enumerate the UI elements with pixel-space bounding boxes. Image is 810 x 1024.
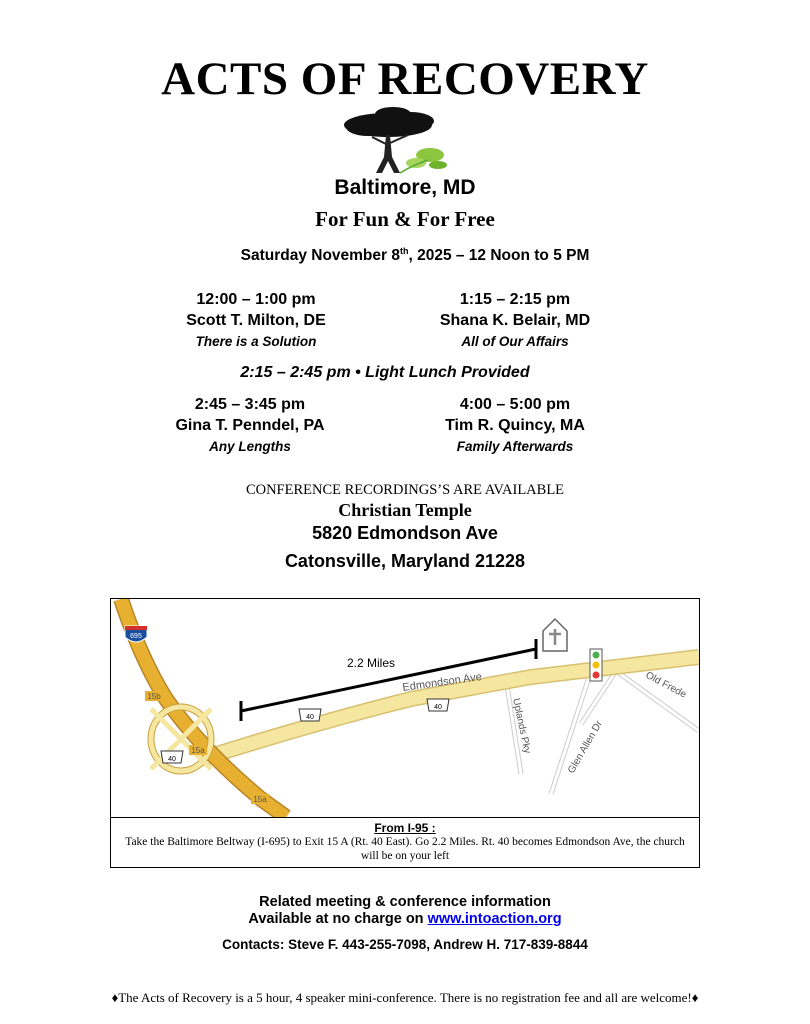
route-40-shield-2: [427, 699, 449, 711]
exit-15b-tag: [145, 691, 163, 701]
session-speaker: Tim R. Quincy, MA: [445, 417, 585, 434]
date-prefix: Saturday November 8: [240, 247, 400, 265]
session-2: [365, 291, 665, 349]
related-prefix: Available at no charge on: [248, 911, 428, 927]
session-topic: There is a Solution: [195, 334, 317, 349]
shield-695-label: 695: [130, 633, 142, 640]
tree-logo-icon: [338, 105, 453, 180]
exit-15a-tag-2: [251, 794, 269, 804]
exit-15b-label: 15b: [147, 692, 161, 701]
uplands-label: Uplands Pky: [510, 697, 533, 755]
map: [111, 599, 699, 817]
edmondson-label: Edmondson Ave: [401, 670, 483, 694]
shield-40-label: 40: [168, 756, 176, 763]
session-1: [106, 291, 406, 349]
event-date: [0, 246, 810, 265]
session-4: [365, 396, 665, 454]
venue-city-state: Catonsville, Maryland 21228: [284, 551, 526, 571]
directions-box: [110, 598, 700, 868]
intoaction-link[interactable]: www.intoaction.org: [427, 911, 562, 927]
city-heading: Baltimore, MD: [334, 176, 476, 199]
distance-label: 2.2 Miles: [347, 656, 396, 670]
route-40-shield-3: [161, 751, 183, 763]
directions-text-area: [111, 817, 699, 868]
page-title: ACTS OF RECOVERY: [161, 53, 649, 105]
footer-note: ♦The Acts of Recovery is a 5 hour, 4 speaker mini-conference. There is no registration fee and all are welcome!♦: [111, 990, 699, 1005]
session-topic: Family Afterwards: [456, 439, 574, 454]
old-frederick-label: Old Frede: [643, 669, 689, 701]
interstate-695-shield: [125, 626, 147, 642]
contacts: Contacts: Steve F. 443-255-7098, Andrew H. 717-839-8844: [222, 937, 588, 952]
map-drawing: [111, 599, 699, 817]
date-rest: , 2025 – 12 Noon to 5 PM: [408, 247, 590, 265]
session-time: 12:00 – 1:00 pm: [196, 291, 316, 308]
related-availability-line: [0, 911, 810, 927]
tagline: For Fun & For Free: [315, 207, 495, 231]
route-40-shield-1: [299, 709, 321, 721]
session-speaker: Gina T. Penndel, PA: [175, 417, 325, 434]
shield-40-label: 40: [434, 704, 442, 711]
session-topic: Any Lengths: [209, 439, 291, 454]
shield-40-label: 40: [306, 714, 314, 721]
glen-allen-label: Glen Allen Dr: [566, 718, 606, 776]
session-speaker: Shana K. Belair, MD: [439, 312, 591, 329]
exit-15a-label: 15a: [253, 795, 267, 804]
traffic-light-icon: [590, 649, 602, 681]
lunch-notice: 2:15 – 2:45 pm • Light Lunch Provided: [240, 364, 530, 381]
church-icon: [543, 619, 567, 651]
venue-street: 5820 Edmondson Ave: [312, 523, 498, 543]
directions-text: Take the Baltimore Beltway (I-695) to Exit 15 A (Rt. 40 East). Go 2.2 Miles. Rt. 40 becomes Edmondson Ave, the church will be on your left: [125, 836, 685, 862]
session-time: 1:15 – 2:15 pm: [459, 291, 571, 308]
session-speaker: Scott T. Milton, DE: [186, 312, 326, 329]
session-time: 2:45 – 3:45 pm: [194, 396, 306, 413]
related-info-line: Related meeting & conference information: [259, 894, 551, 910]
exit-15a-label: 15a: [191, 746, 205, 755]
session-topic: All of Our Affairs: [461, 334, 569, 349]
exit-15a-tag: [189, 745, 207, 755]
recordings-notice: CONFERENCE RECORDINGS’S ARE AVAILABLE: [245, 482, 565, 498]
session-3: [100, 396, 400, 454]
venue-name: Christian Temple: [338, 500, 472, 520]
session-time: 4:00 – 5:00 pm: [459, 396, 571, 413]
directions-heading: From I-95 :: [374, 821, 436, 835]
date-suffix: th: [399, 246, 409, 256]
